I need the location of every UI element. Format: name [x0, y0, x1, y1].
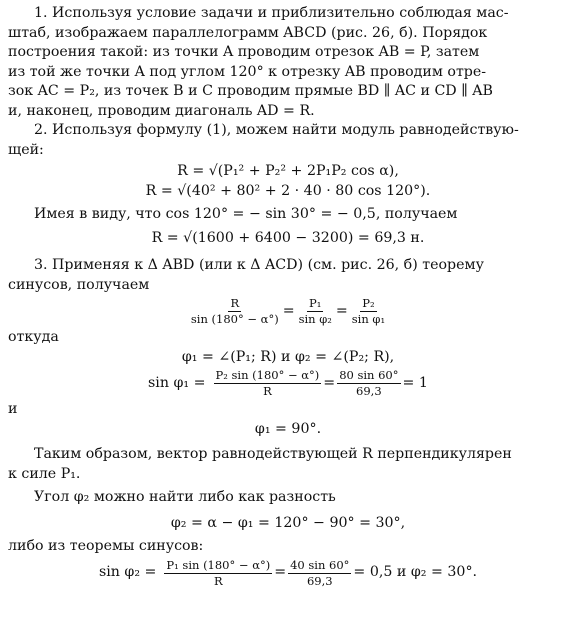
para-2-line-1: 2. Используя формулу (1), можем найти модуль равнодействую-: [34, 122, 519, 138]
para-3-line-5: Таким образом, вектор равнодействующей R перпендикулярен: [34, 446, 512, 462]
para-3-line-6: к силе P₁.: [8, 465, 81, 482]
para-1-line-5: зок AC = P₂, из точек B и C проводим прямые BD ∥ AC и CD ∥ AB: [8, 83, 493, 99]
para-3-line-2: синусов, получаем: [8, 276, 150, 293]
fraction: $\frac{\text{P₂ sin (180° − α°)}}{R}$: [215, 368, 320, 398]
para-2-line-3: Имея в виду, что cos 120° = − sin 30° = − 0,5, получаем: [34, 206, 458, 222]
equation-phi2-difference: φ₂ = α − φ₁ = 120° − 90° = 30°,: [170, 514, 406, 531]
para-1-line-6: и, наконец, проводим диагональ AD = R.: [8, 102, 315, 119]
fraction: $\frac{80 \sin 60^\circ}{69,3}$: [339, 368, 399, 398]
para-2-line-2: щей:: [8, 141, 44, 158]
fraction: $\frac{\text{P₁}}{\text{sin φ₂}}$: [298, 296, 332, 326]
fraction: $\frac{\text{P₁ sin (180° − α°)}}{R}$: [166, 557, 271, 588]
equation-resultant-substitution: R = √(40² + 80² + 2 · 40 · 80 cos 120°).: [145, 182, 431, 199]
equation-sin-phi2: sin φ₂ = $\frac{\text{P₁ sin (180° − α°)}}{R}$ = $\frac{40 \sin 60^\circ}{69,3}$ = 0,5 и φ₂ = 30°.: [98, 557, 478, 588]
fraction: $\frac{R}{\sin (180^\circ - \alpha^\circ)}$: [190, 296, 279, 326]
para-1-line-4: из той же точки A под углом 120° к отрезку AB проводим отре-: [8, 63, 487, 80]
fraction: $\frac{40 \sin 60^\circ}{69,3}$: [290, 557, 350, 588]
para-3-line-1: 3. Применяя к Δ ABD (или к Δ ACD) (см. рис. 26, б) теорему: [34, 257, 484, 273]
equation-resultant-formula: R = √(P₁² + P₂² + 2P₁P₂ cos α),: [177, 163, 399, 179]
document-page: [8, 4, 568, 590]
para-3-line-7: Угол φ₂ можно найти либо как разность: [34, 489, 336, 505]
para-1-line-1: 1. Используя условие задачи и приблизительно соблюдая мас-: [34, 5, 509, 21]
para-3-line-8: либо из теоремы синусов:: [8, 538, 204, 554]
equation-sine-theorem: $\frac{R}{\sin (180^\circ - \alpha^\circ)}$ = $\frac{\text{P₁}}{\text{sin φ₂}}$ = $\frac{\text{P₂}}{\text{sin φ₁}}$: [190, 296, 386, 326]
equation-angle-definitions: φ₁ = ∠(P₁; R) и φ₂ = ∠(P₂; R),: [181, 348, 395, 365]
equation-phi1-value: φ₁ = 90°.: [254, 420, 322, 437]
equation-resultant-value: R = √(1600 + 6400 − 3200) = 69,3 н.: [151, 229, 425, 246]
equation-sin-phi1: sin φ₁ = $\frac{\text{P₂ sin (180° − α°)}}{R}$ = $\frac{80 \sin 60^\circ}{69,3}$ = 1: [148, 368, 428, 398]
para-1-line-3: построения такой: из точки A проводим отрезок AB = P, затем: [8, 44, 480, 60]
para-3-line-3: откуда: [8, 329, 59, 345]
fraction: $\frac{\text{P₂}}{\text{sin φ₁}}$: [351, 296, 386, 326]
para-1-line-2: штаб, изображаем параллелограмм ABCD (рис. 26, б). Порядок: [8, 24, 488, 41]
para-3-line-4: и: [8, 401, 18, 417]
